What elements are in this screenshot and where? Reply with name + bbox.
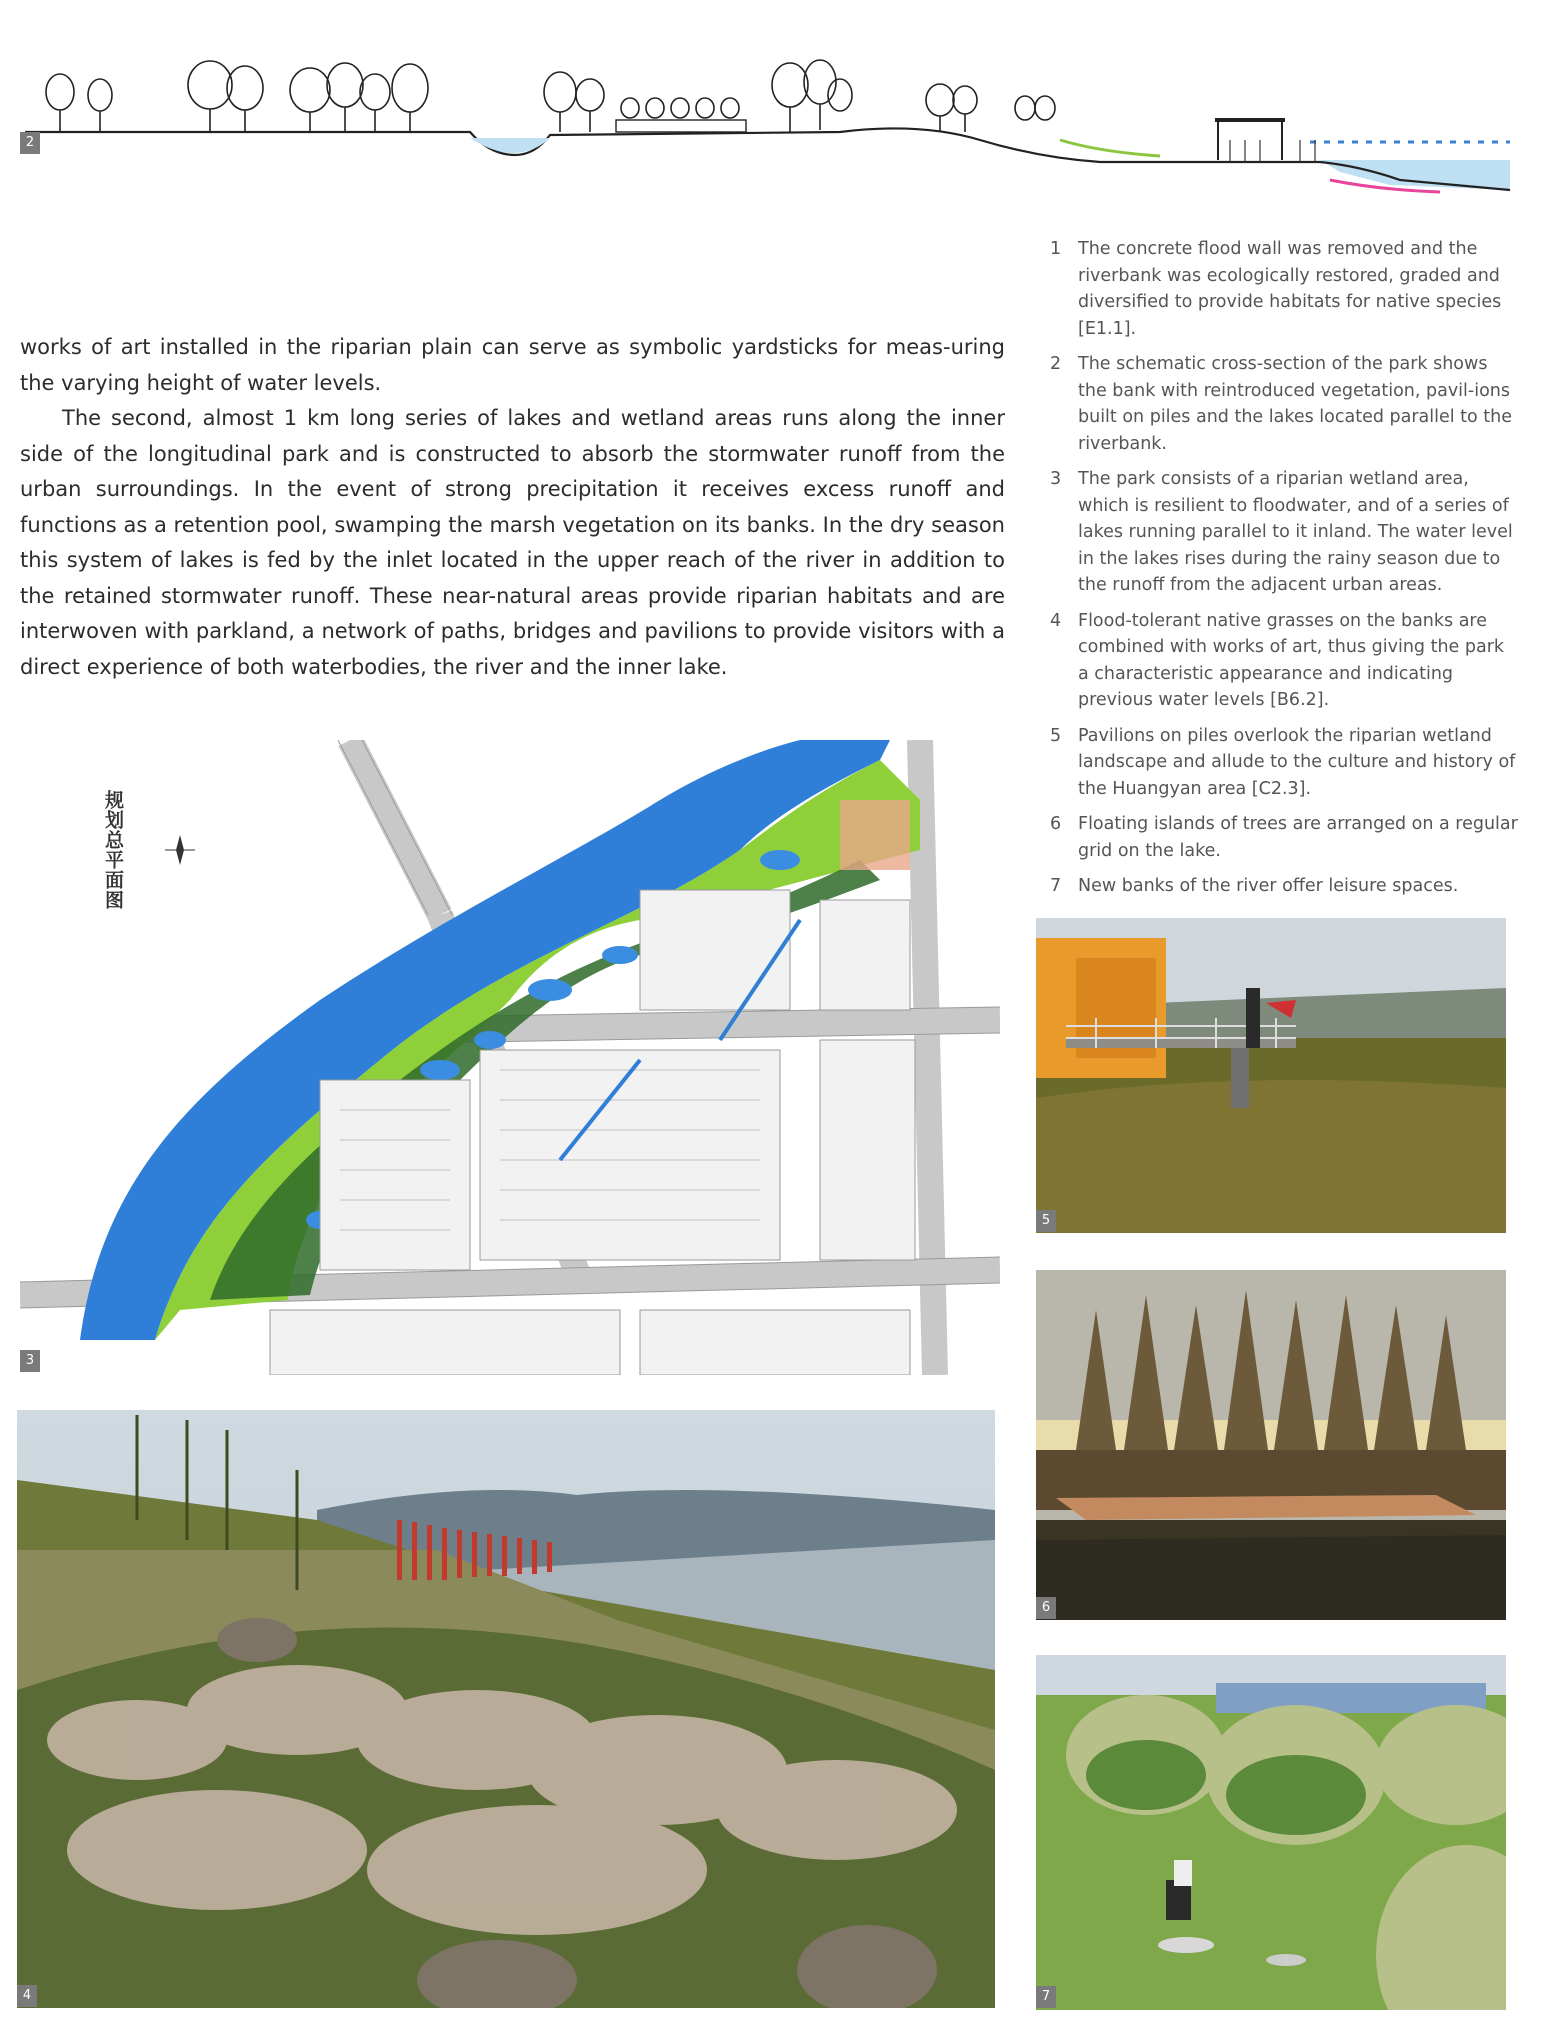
caption-item: 1 The concrete flood wall was removed and the riverbank was ecologically restored, graded and diversified to provide habitats for native species [E1.1]. xyxy=(1050,239,1502,339)
photo-grass-riverbank xyxy=(17,1410,995,2008)
caption-item: 7 New banks of the river offer leisure spaces. xyxy=(1050,876,1459,896)
main-body-text xyxy=(20,330,1005,685)
caption-item: 5 Pavilions on piles overlook the riparian wetland landscape and allude to the culture and history of the Huangyan area [C2.3]. xyxy=(1050,725,1516,799)
figure-number-6: 6 xyxy=(1036,1597,1056,1619)
figure-number-4: 4 xyxy=(17,1985,37,2007)
photo-river-banks-leisure xyxy=(1036,1655,1506,2010)
north-arrow-icon xyxy=(160,830,200,870)
paragraph-1: works of art installed in the riparian plain can serve as symbolic yardsticks for meas-uring the varying height of water levels. xyxy=(20,335,1005,395)
paragraph-2: The second, almost 1 km long series of lakes and wetland areas runs along the inner side of the longitudinal park and is constructed to absorb the stormwater runoff from the urban surroundings. In the event of strong precipitation it receives excess runoff and functions as a retention pool, swamping the marsh vegetation on its banks. In the dry season this system of lakes is fed by the inlet located in the upper reach of the river in addition to the retained stormwater runoff. These near-natural areas provide riparian habitats and are interwoven with parkland, a network of paths, bridges and pavilions to provide visitors with a direct experience of both waterbodies, the river and the inner lake. xyxy=(20,406,1005,679)
caption-item: 2 The schematic cross-section of the park shows the bank with reintroduced vegetation, pavil-ions built on piles and the lakes located parallel to the riverbank. xyxy=(1050,354,1513,454)
figure-number-3: 3 xyxy=(20,1350,40,1372)
photo-pavilion-on-piles xyxy=(1036,918,1506,1233)
caption-list xyxy=(1050,236,1520,909)
figure-number-5: 5 xyxy=(1036,1210,1056,1232)
cross-section-diagram xyxy=(20,40,1520,200)
figure-number-2: 2 xyxy=(20,132,40,154)
caption-item: 6 Floating islands of trees are arranged on a regular grid on the lake. xyxy=(1050,814,1518,861)
caption-item: 3 The park consists of a riparian wetland area, which is resilient to floodwater, and of a series of lakes running parallel to it inland. The water level in the lakes rises during the rainy season due to the runoff from the adjacent urban areas. xyxy=(1050,469,1513,595)
caption-item: 4 Flood-tolerant native grasses on the banks are combined with works of art, thus giving the park a characteristic appearance and indicating previous water levels [B6.2]. xyxy=(1050,610,1505,710)
figure-number-7: 7 xyxy=(1036,1986,1056,2008)
plan-title: 规划总平面图 xyxy=(102,790,124,910)
photo-floating-tree-islands xyxy=(1036,1270,1506,1620)
